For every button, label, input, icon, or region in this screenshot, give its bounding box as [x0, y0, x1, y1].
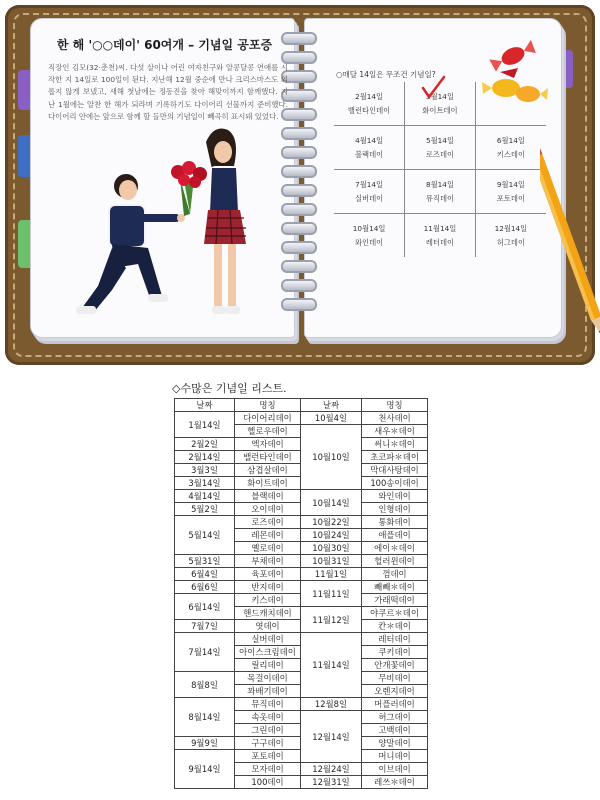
list-name-cell: 머니데이 — [362, 750, 428, 763]
grid-cell — [405, 126, 476, 170]
list-name-cell: 삼겹살데이 — [235, 464, 301, 477]
list-date-cell: 11월14일 — [301, 633, 362, 698]
list-name-cell: 실버데이 — [235, 633, 301, 646]
grid-cell — [334, 82, 405, 126]
grid-cell-name: 로즈데이 — [425, 149, 455, 159]
list-name-cell: 육포데이 — [235, 568, 301, 581]
grid-row — [334, 170, 546, 214]
table-row — [175, 516, 428, 529]
list-name-cell: 이브데이 — [362, 763, 428, 776]
anniversary-list-table — [174, 398, 428, 789]
list-name-cell: 그린데이 — [235, 724, 301, 737]
grid-cell-date: 8월14일 — [425, 179, 454, 189]
list-name-cell: 레쓰＊데이 — [362, 776, 428, 789]
spiral-ring — [281, 146, 317, 159]
list-name-cell: 초코파＊데이 — [362, 451, 428, 464]
list-name-cell: 칸＊데이 — [362, 620, 428, 633]
table-row — [175, 581, 428, 594]
spiral-ring — [281, 279, 317, 292]
spiral-ring — [281, 241, 317, 254]
list-name-cell: 새우＊데이 — [362, 425, 428, 438]
list-date-cell: 6월4일 — [175, 568, 235, 581]
list-date-cell: 11월1일 — [301, 568, 362, 581]
table-row — [175, 490, 428, 503]
list-date-cell: 10월10일 — [301, 425, 362, 490]
grid-cell-name: 허그데이 — [496, 237, 525, 247]
list-name-cell: 오렌지데이 — [362, 685, 428, 698]
spiral-ring — [281, 298, 317, 311]
list-name-cell: 릴리데이 — [235, 659, 301, 672]
grid-cell-name: 블랙데이 — [354, 149, 384, 159]
list-name-cell: 에이＊데이 — [362, 542, 428, 555]
grid-cell-name: 뮤직데이 — [425, 193, 455, 203]
list-name-cell: 다이어리데이 — [235, 412, 301, 425]
grid-cell — [405, 214, 476, 258]
list-header-cell: 날짜 — [301, 399, 362, 412]
table-row — [175, 412, 428, 425]
list-name-cell: 아이스크림데이 — [235, 646, 301, 659]
list-date-cell: 7월14일 — [175, 633, 235, 672]
spiral-ring — [281, 127, 317, 140]
list-name-cell: 구구데이 — [235, 737, 301, 750]
list-name-cell: 허그데이 — [362, 711, 428, 724]
list-date-cell: 3월14일 — [175, 477, 235, 490]
list-date-cell: 12월14일 — [301, 711, 362, 763]
list-date-cell: 5월14일 — [175, 516, 235, 555]
pencil-icon — [540, 138, 600, 353]
kneeling-boy-figure — [76, 174, 185, 314]
grid-row — [334, 126, 546, 170]
grid-cell-date: 5월14일 — [425, 135, 454, 145]
list-name-cell: 야쿠르＊데이 — [362, 607, 428, 620]
grid-cell — [475, 126, 546, 170]
list-name-cell: 무비데이 — [362, 672, 428, 685]
list-date-cell: 10월4일 — [301, 412, 362, 425]
list-date-cell: 11월11일 — [301, 581, 362, 607]
list-date-cell: 8월8일 — [175, 672, 235, 698]
article-body: 직장인 김모(32·춘천)씨. 다섯 살이나 어린 여자친구와 알콩달콩 연애를 시작한 지 14일로 100일이 된다. 지난해 12월 중순에 만나 크리스마스도 외롭지 않게 보냈고, 새해 첫날에는 정동진을 찾아 해맞이까지 함께했다. 지난 1월에는 알찬 한 해가 되라며 기록하기도 다이어리 선물까지 준비했다. 다이어리 안에는 앞으로 함께 할 들만의 기념일이 빼곡히 표시돼 있었다. — [48, 63, 288, 121]
grid-cell-name: 와인데이 — [354, 237, 384, 247]
spiral-ring — [281, 260, 317, 273]
list-date-cell: 10월22일 — [301, 516, 362, 529]
list-name-cell: 반지데이 — [235, 581, 301, 594]
spiral-ring — [281, 165, 317, 178]
list-name-cell: 밸런타인데이 — [235, 451, 301, 464]
list-name-cell: 머플러데이 — [362, 698, 428, 711]
list-date-cell: 6월14일 — [175, 594, 235, 620]
list-date-cell: 2월2일 — [175, 438, 235, 451]
grid-cell — [334, 126, 405, 170]
list-name-cell: 부채데이 — [235, 555, 301, 568]
list-name-cell: 와인데이 — [362, 490, 428, 503]
list-date-cell: 3월3일 — [175, 464, 235, 477]
spiral-ring — [281, 222, 317, 235]
grid-cell-name: 키스데이 — [496, 149, 525, 159]
list-name-cell: 100송이데이 — [362, 477, 428, 490]
list-date-cell: 10월31일 — [301, 555, 362, 568]
grid-cell-name: 레터데이 — [425, 237, 455, 247]
candy-icon — [478, 36, 548, 116]
list-name-cell: 꽈배기데이 — [235, 685, 301, 698]
spiral-ring — [281, 203, 317, 216]
table-row — [175, 568, 428, 581]
list-header-cell: 날짜 — [175, 399, 235, 412]
grid-cell — [475, 214, 546, 258]
grid-cell-date: 3월14일 — [425, 91, 454, 101]
rose-bouquet-icon — [171, 161, 207, 216]
list-name-cell: 가래떡데이 — [362, 594, 428, 607]
list-date-cell: 6월6일 — [175, 581, 235, 594]
grid-cell-name: 포토데이 — [496, 193, 525, 203]
proposal-illustration — [68, 118, 268, 336]
list-name-cell: 키스데이 — [235, 594, 301, 607]
list-date-cell: 10월24일 — [301, 529, 362, 542]
grid-cell — [475, 170, 546, 214]
grid-cell-date: 11월14일 — [423, 223, 457, 233]
list-date-cell: 12월8일 — [301, 698, 362, 711]
list-date-cell: 10월30일 — [301, 542, 362, 555]
list-date-cell: 2월14일 — [175, 451, 235, 464]
list-date-cell: 4월14일 — [175, 490, 235, 503]
list-date-cell: 5월2일 — [175, 503, 235, 516]
grid-cell-date: 6월14일 — [496, 135, 525, 145]
article-headline: 한 해 '○○데이' 60여개 – 기념일 공포증 — [56, 38, 273, 52]
list-date-cell: 9월9일 — [175, 737, 235, 750]
grid-cell — [405, 170, 476, 214]
month-note: ○매달 14일은 무조건 기념일? — [336, 70, 436, 79]
list-name-cell: 헬로우데이 — [235, 425, 301, 438]
grid-cell-date: 7월14일 — [355, 179, 384, 189]
list-date-cell: 5월31일 — [175, 555, 235, 568]
list-name-cell: 포토데이 — [235, 750, 301, 763]
list-name-cell: 헐러윈데이 — [362, 555, 428, 568]
list-name-cell: 껌데이 — [362, 568, 428, 581]
list-date-cell: 12월24일 — [301, 763, 362, 776]
list-title: ◇수많은 기념일 리스트. — [172, 382, 287, 395]
list-header-cell: 명칭 — [235, 399, 301, 412]
list-date-cell: 1월14일 — [175, 412, 235, 438]
list-name-cell: 로즈데이 — [235, 516, 301, 529]
list-date-cell: 8월14일 — [175, 698, 235, 737]
grid-cell-date: 2월14일 — [355, 91, 384, 101]
list-name-cell: 블랙데이 — [235, 490, 301, 503]
list-name-cell: 고백데이 — [362, 724, 428, 737]
list-date-cell: 11월12일 — [301, 607, 362, 633]
list-name-cell: 속옷데이 — [235, 711, 301, 724]
list-name-cell: 쿠키데이 — [362, 646, 428, 659]
list-name-cell: 천사데이 — [362, 412, 428, 425]
list-name-cell: 써니＊데이 — [362, 438, 428, 451]
list-name-cell: 막대사탕데이 — [362, 464, 428, 477]
list-date-cell: 7월7일 — [175, 620, 235, 633]
grid-cell-name: 밸런타인데이 — [347, 105, 391, 115]
list-name-cell: 핸드캐치데이 — [235, 607, 301, 620]
list-name-cell: 뮤직데이 — [235, 698, 301, 711]
table-row — [175, 698, 428, 711]
list-name-cell: 엿데이 — [235, 620, 301, 633]
list-date-cell: 10월14일 — [301, 490, 362, 516]
list-name-cell: 레터데이 — [362, 633, 428, 646]
list-name-cell: 인형데이 — [362, 503, 428, 516]
list-name-cell: 화이트데이 — [235, 477, 301, 490]
list-date-cell: 12월31일 — [301, 776, 362, 789]
list-name-cell: 빼빼＊데이 — [362, 581, 428, 594]
grid-cell-date: 10월14일 — [352, 223, 386, 233]
list-name-cell: 양말데이 — [362, 737, 428, 750]
list-name-cell: 애플데이 — [362, 529, 428, 542]
spiral-ring — [281, 184, 317, 197]
table-row — [175, 555, 428, 568]
grid-cell-date: 4월14일 — [355, 135, 384, 145]
list-name-cell: 통화데이 — [362, 516, 428, 529]
check-mark-icon — [420, 75, 446, 101]
list-header-cell: 명칭 — [362, 399, 428, 412]
list-name-cell: 모자데이 — [235, 763, 301, 776]
list-name-cell: 엑자데이 — [235, 438, 301, 451]
grid-cell-name: 화이트데이 — [422, 105, 458, 115]
grid-row — [334, 214, 546, 258]
grid-cell-name: 실버데이 — [354, 193, 384, 203]
list-header-row — [175, 399, 428, 412]
grid-cell — [334, 170, 405, 214]
table-row — [175, 633, 428, 646]
grid-cell-date: 9월14일 — [496, 179, 525, 189]
list-name-cell: 안개꽃데이 — [362, 659, 428, 672]
list-name-cell: 레몬데이 — [235, 529, 301, 542]
list-name-cell: 오이데이 — [235, 503, 301, 516]
list-name-cell: 옐로데이 — [235, 542, 301, 555]
grid-cell-date: 12월14일 — [494, 223, 528, 233]
list-name-cell: 목걸이데이 — [235, 672, 301, 685]
standing-girl-figure — [204, 129, 246, 315]
list-name-cell: 100데이 — [235, 776, 301, 789]
grid-cell — [334, 214, 405, 258]
list-date-cell: 9월14일 — [175, 750, 235, 789]
